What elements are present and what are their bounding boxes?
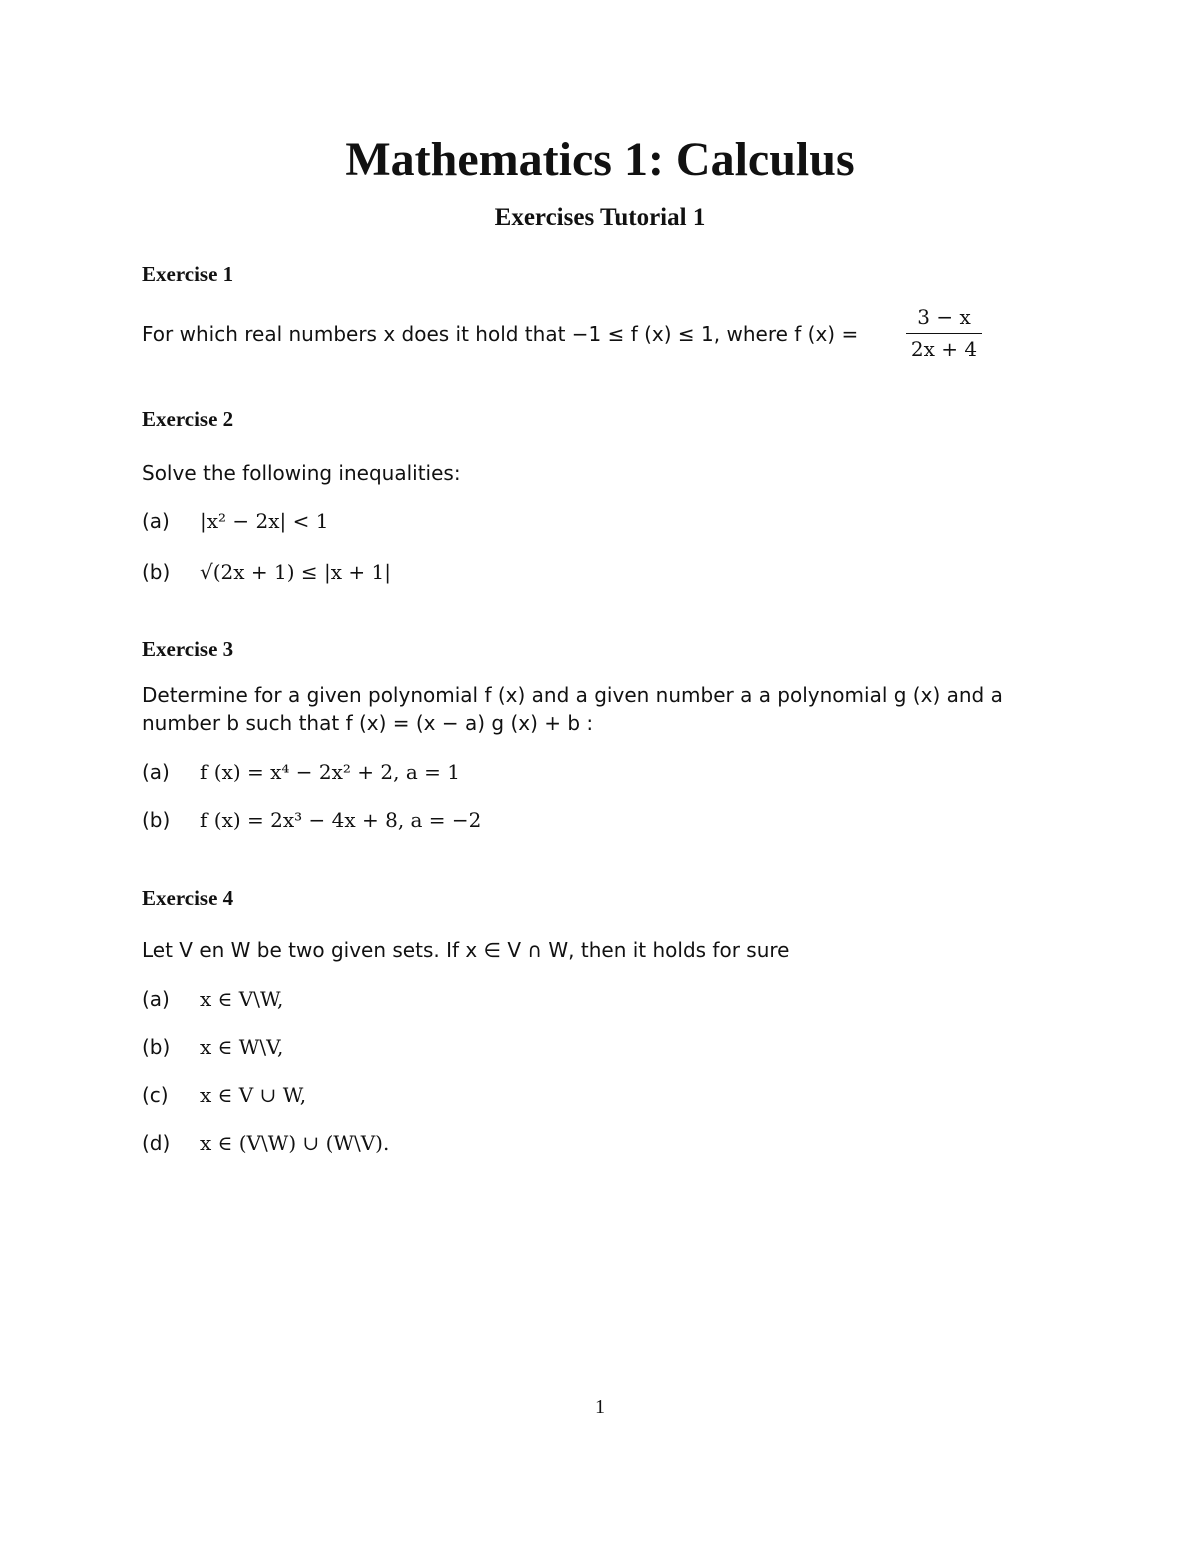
fraction-numerator: 3 − x (917, 305, 971, 329)
item-expression: f (x) = 2x³ − 4x + 8, a = −2 (200, 808, 482, 832)
item-label: (a) (142, 987, 170, 1011)
item-expression: x ∈ V ∪ W, (200, 1083, 307, 1107)
item-expression: x ∈ V\W, (200, 987, 284, 1011)
item-label: (b) (142, 808, 171, 832)
fraction-denominator: 2x + 4 (910, 337, 978, 361)
exercise-4-intro: Let V en W be two given sets. If x ∈ V ∩ W, then it holds for sure (142, 938, 790, 962)
document-subtitle: Exercises Tutorial 1 (494, 204, 706, 231)
exercise-3-item-b (142, 806, 481, 835)
exercise-2-intro: Solve the following inequalities: (142, 461, 461, 485)
exercise-2-item-a (142, 507, 328, 536)
exercise-3-item-a (142, 758, 460, 787)
exercise-1-heading: Exercise 1 (142, 262, 234, 286)
page-number: 1 (595, 1396, 605, 1418)
exercise-3-line-2: number b such that f (x) = (x − a) g (x) + b : (142, 711, 594, 735)
item-label: (b) (142, 560, 171, 584)
item-label: (a) (142, 509, 170, 533)
fraction-bar (906, 333, 982, 334)
item-expression: |x² − 2x| < 1 (200, 509, 329, 533)
exercise-4-item-c (142, 1081, 306, 1110)
item-expression: x ∈ W\V, (200, 1035, 284, 1059)
exercise-2-heading: Exercise 2 (142, 407, 234, 431)
item-expression: √(2x + 1) ≤ |x + 1| (200, 560, 391, 584)
item-expression: x ∈ (V\W) ∪ (W\V). (200, 1131, 390, 1155)
document-title: Mathematics 1: Calculus (345, 133, 855, 186)
item-label: (d) (142, 1131, 171, 1155)
exercise-1-text: For which real numbers x does it hold that −1 ≤ f (x) ≤ 1, where f (x) = (142, 322, 859, 346)
exercise-4-item-b (142, 1033, 283, 1062)
item-expression: f (x) = x⁴ − 2x² + 2, a = 1 (200, 760, 460, 784)
item-label: (a) (142, 760, 170, 784)
exercise-4-heading: Exercise 4 (142, 886, 234, 910)
exercise-4-item-a (142, 985, 283, 1014)
exercise-1-fraction (906, 304, 982, 362)
item-label: (c) (142, 1083, 169, 1107)
exercise-4-item-d (142, 1129, 389, 1158)
exercise-3-line-1: Determine for a given polynomial f (x) and a given number a a polynomial g (x) and a (142, 683, 1003, 707)
item-label: (b) (142, 1035, 171, 1059)
exercise-3-heading: Exercise 3 (142, 637, 234, 661)
exercise-2-item-b (142, 558, 391, 587)
